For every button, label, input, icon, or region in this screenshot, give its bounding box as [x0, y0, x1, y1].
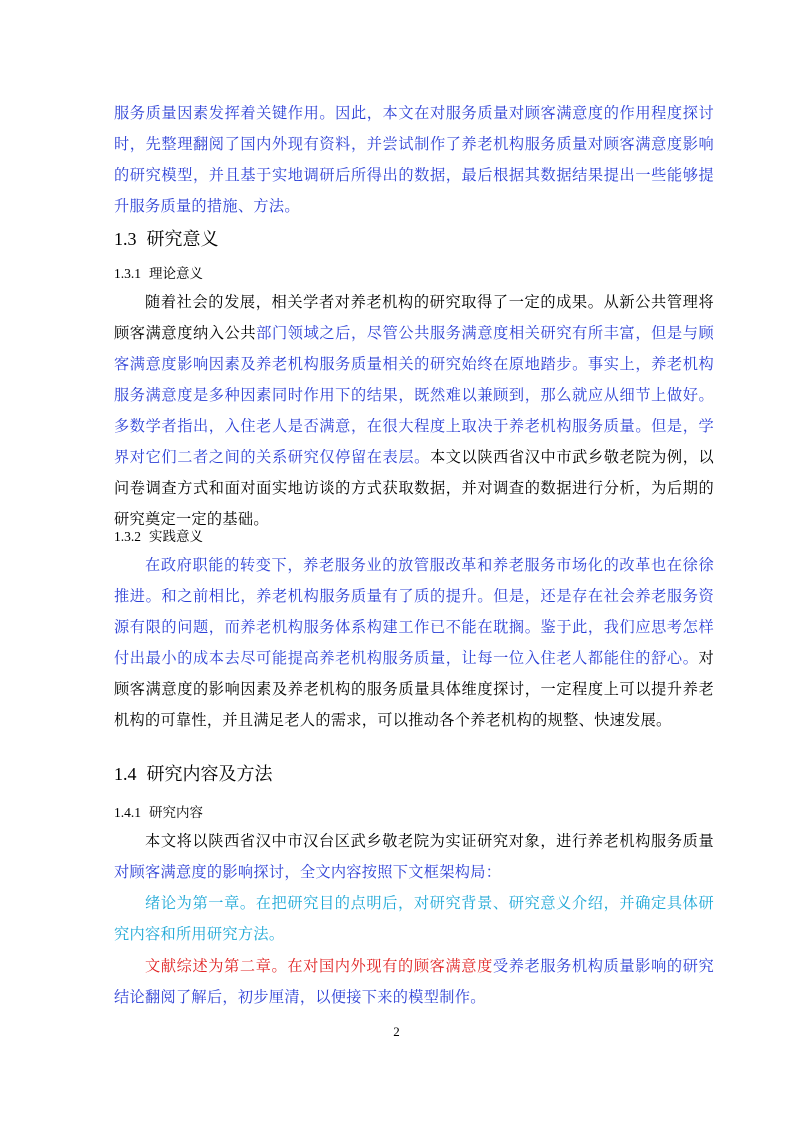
practice-text-blue: 在政府职能的转变下，养老服务业的放管服改革和养老服务市场化的改革也在徐徐推进。和之前相比，养老机构服务质量有了质的提升。但是，还是存在社会养老服务资源有限的问题，而养老机构服务体系构建工作已不能在耽搁。鉴于此，我们应思考怎样付出最小的成本去尽可能提高养老机构服务质量，让每一位入住老人都能住的舒心。: [114, 556, 714, 667]
subsection-title: 理论意义: [149, 266, 203, 282]
chapter2-paragraph: [114, 951, 714, 1013]
content-text-black: 本文将以陕西省汉中市汉台区武乡敬老院为实证研究对象，进行养老机构服务质量: [145, 832, 714, 850]
section-title: 研究意义: [146, 229, 219, 250]
chapter1-paragraph: [114, 888, 714, 950]
subsection-number: 1.4.1: [114, 805, 141, 820]
page-number: 2: [393, 1024, 400, 1039]
subsection-heading-1-3-2: [114, 525, 203, 549]
section-number: 1.3: [114, 229, 137, 249]
theory-paragraph: [114, 287, 714, 535]
chapter2-text-blue: 受养老服务机构质量影响的研究结论翻阅了解后，初步厘清，以便接下来的模型制作。: [114, 957, 714, 1006]
subsection-title: 研究内容: [149, 805, 203, 821]
section-heading-1-4: [114, 759, 273, 790]
subsection-heading-1-4-1: [114, 801, 203, 825]
intro-paragraph: [114, 98, 714, 222]
section-title: 研究内容及方法: [146, 764, 273, 785]
theory-text-black: 随着社会的发展，相关学者对养老机构的研究取得了一定的成果。从新公共管理将顾客满意度纳入公共: [114, 293, 714, 342]
theory-text-blue: 部门领域之后，尽管公共服务满意度相关研究有所丰富，但是与顾客满意度影响因素及养老机构服务质量相关的研究始终在原地踏步。事实上，养老机构服务满意度是多种因素同时作用下的结果，既然难以兼顾到，那么就应从细节上做好。多数学者指出，入住老人是否满意，在很大程度上取决于养老机构服务质量。但是，学界对它们二者之间的关系研究仅停留在表层。: [114, 324, 715, 466]
practice-text-black: 对顾客满意度的影响因素及养老机构的服务质量具体维度探讨，一定程度上可以提升养老机构的可靠性，并且满足老人的需求，可以推动各个养老机构的规整、快速发展。: [114, 649, 714, 729]
section-number: 1.4: [114, 764, 137, 784]
section-heading-1-3: [114, 224, 219, 255]
content-paragraph: [114, 826, 714, 888]
subsection-heading-1-3-1: [114, 262, 203, 286]
subsection-title: 实践意义: [149, 529, 203, 545]
theory-text-black-2: 本文以陕西省汉中市武乡敬老院为例，以问卷调查方式和面对面实地访谈的方式获取数据，并对调查的数据进行分析，为后期的研究奠定一定的基础。: [114, 448, 714, 528]
intro-text: 服务质量因素发挥着关键作用。因此，本文在对服务质量对顾客满意度的作用程度探讨时，先整理翻阅了国内外现有资料，并尝试制作了养老机构服务质量对顾客满意度影响的研究模型，并且基于实地调研后所得出的数据，最后根据其数据结果提出一些能够提升服务质量的措施、方法。: [114, 104, 714, 215]
chapter1-text: 绪论为第一章。在把研究目的点明后，对研究背景、研究意义介绍，并确定具体研究内容和所用研究方法。: [114, 894, 714, 943]
practice-paragraph: [114, 550, 714, 736]
content-text-blue: 对顾客满意度的影响探讨，全文内容按照下文框架构局：: [114, 863, 502, 881]
subsection-number: 1.3.2: [114, 529, 141, 544]
chapter2-text-red: 文献综述为第二章。在对国内外现有的顾客满意度: [145, 957, 493, 975]
subsection-number: 1.3.1: [114, 266, 141, 281]
